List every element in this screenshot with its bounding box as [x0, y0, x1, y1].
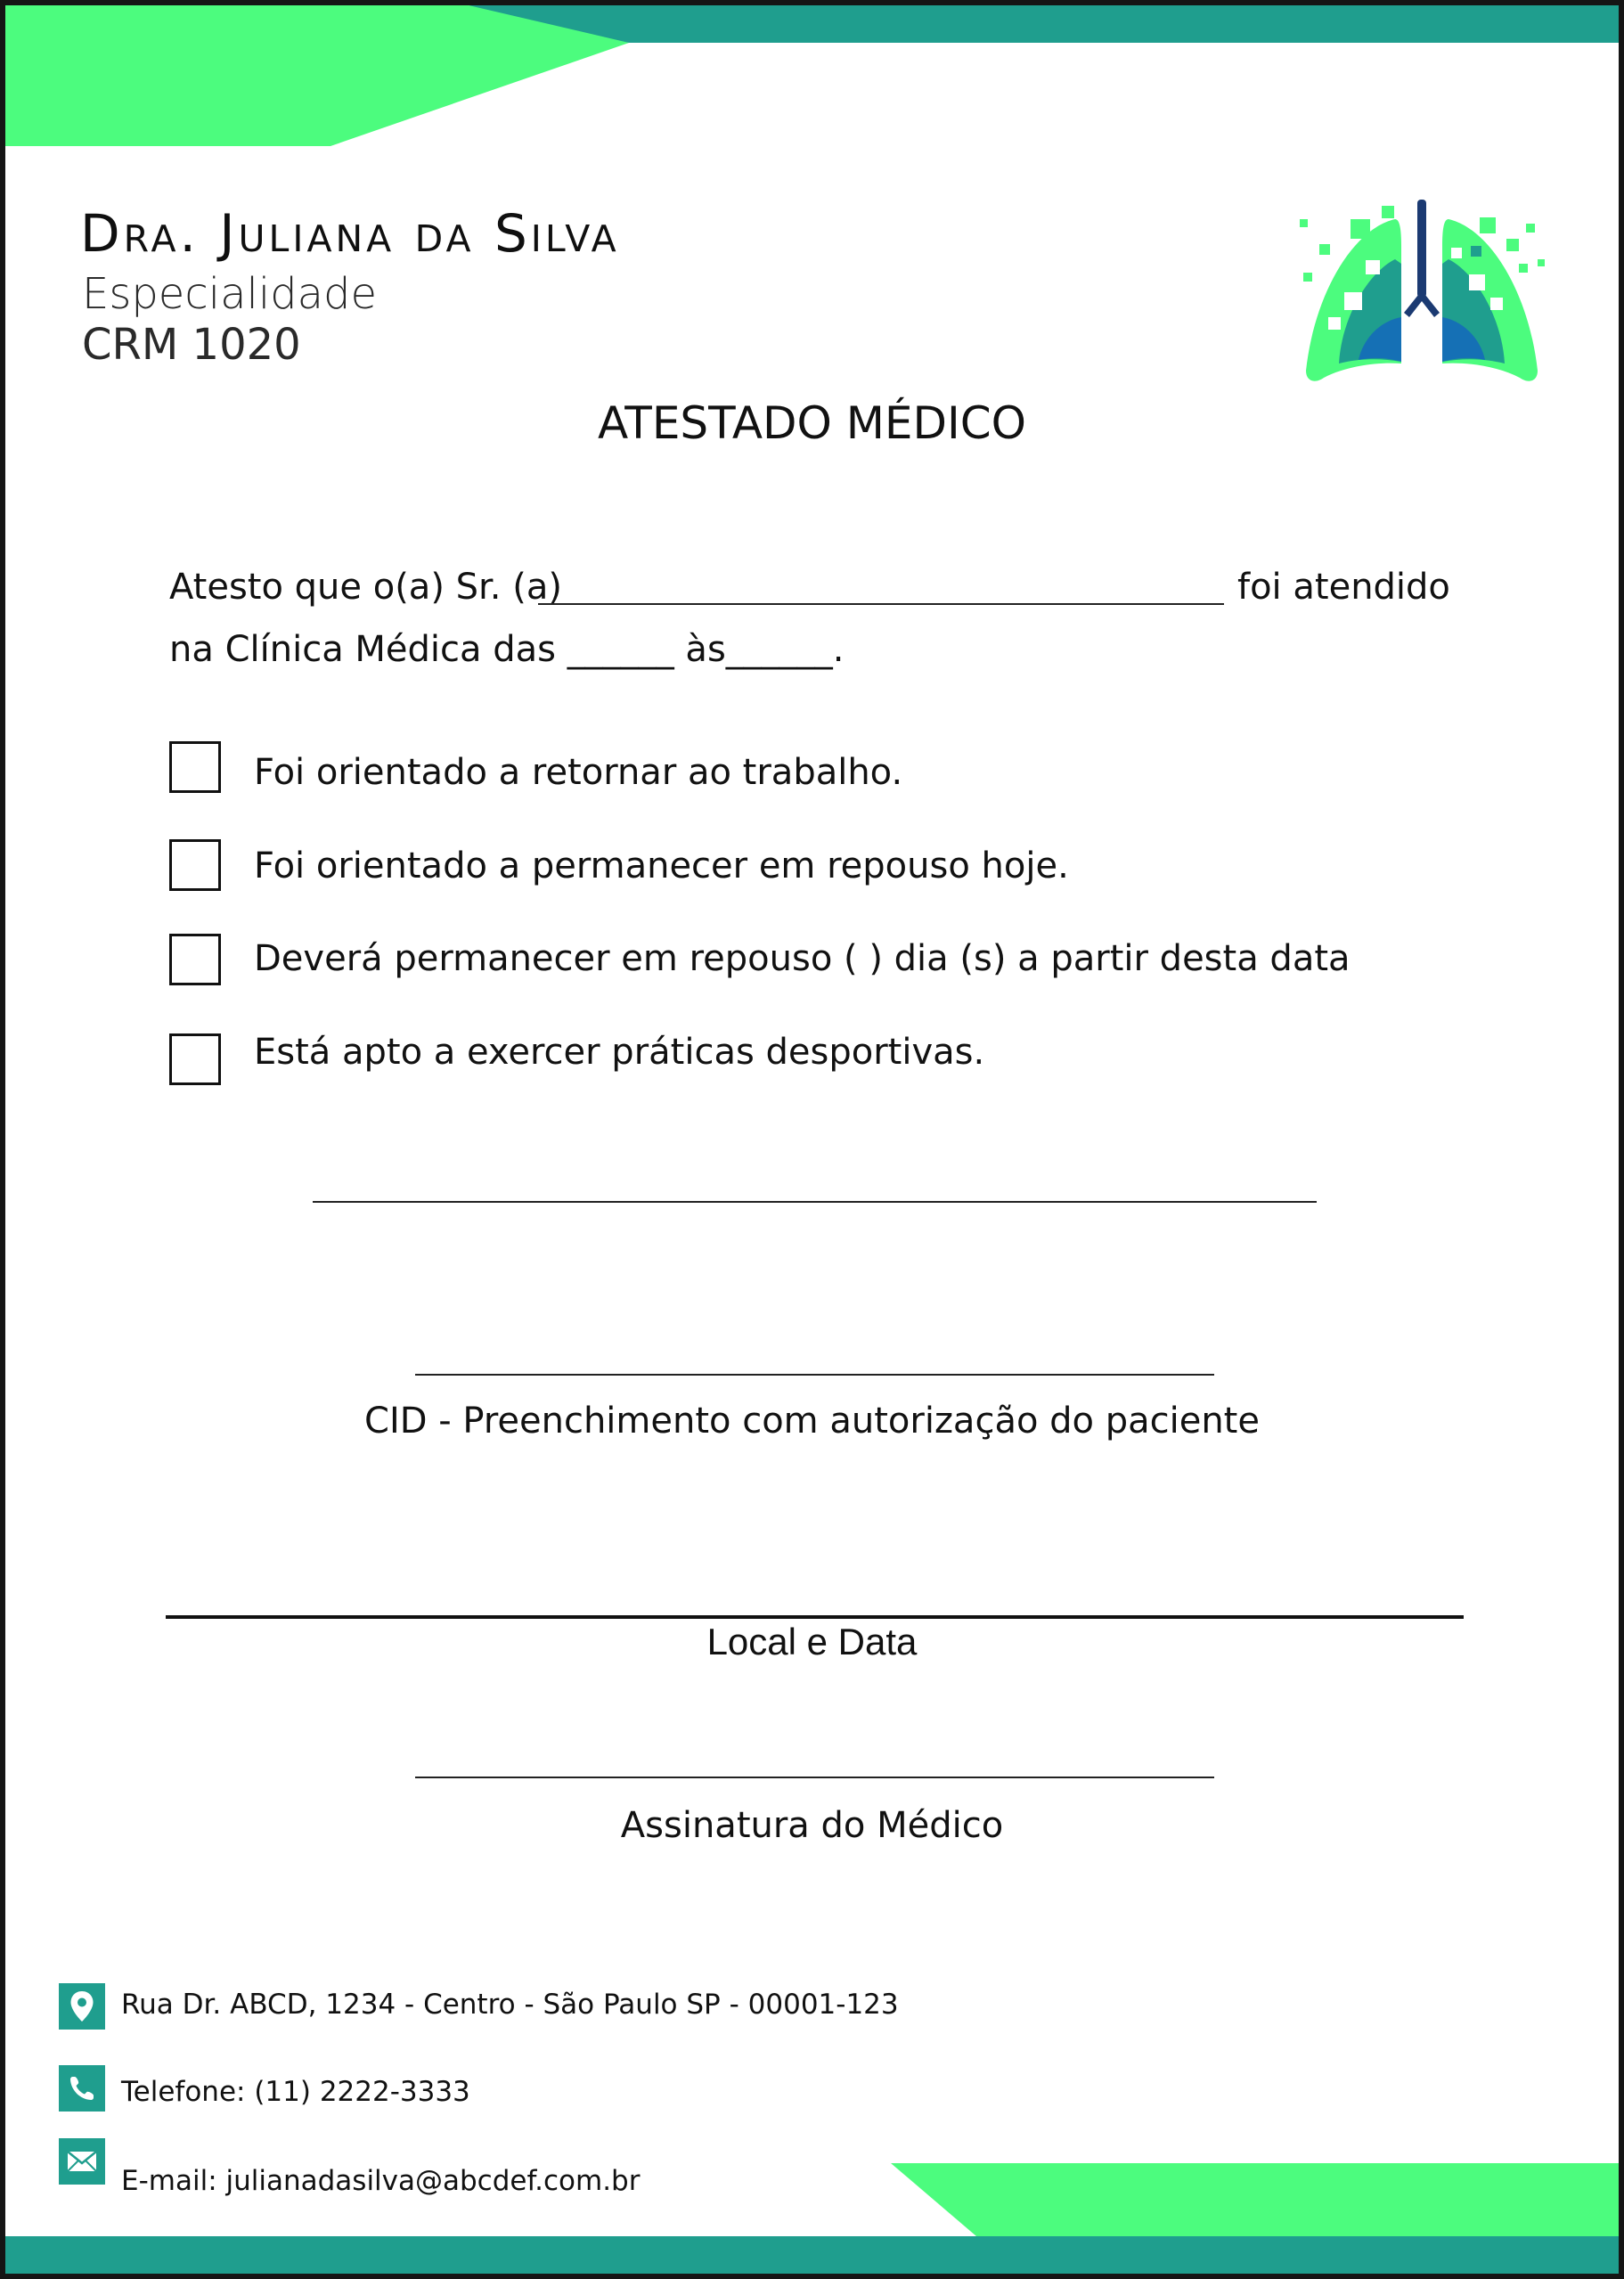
cid-blank[interactable]: [415, 1374, 1214, 1376]
top-teal-band: [469, 5, 1619, 43]
lungs-logo-icon: [1293, 192, 1551, 393]
statement-prefix: Atesto que o(a) Sr. (a): [169, 567, 562, 608]
statement-suffix: foi atendido: [1237, 567, 1450, 608]
local-date-blank[interactable]: [166, 1615, 1464, 1619]
option-label-sports-fit: Está apto a exercer práticas desportivas.: [254, 1032, 985, 1073]
document-title: ATESTADO MÉDICO: [597, 397, 1027, 449]
cid-caption: CID - Preenchimento com autorização do paciente: [364, 1401, 1260, 1442]
checkbox-sports-fit[interactable]: [169, 1033, 221, 1085]
free-text-blank[interactable]: [313, 1201, 1317, 1203]
statement-line-2: na Clínica Médica das ______ às______.: [169, 629, 845, 670]
bottom-green-shape: [891, 2163, 1619, 2236]
footer-email[interactable]: E-mail: julianadasilva@abcdef.com.br: [121, 2165, 641, 2197]
bottom-teal-band: [5, 2236, 1619, 2279]
option-label-return-to-work: Foi orientado a retornar ao trabalho.: [254, 752, 903, 793]
doctor-specialty: Especialidade: [82, 269, 378, 319]
local-date-caption: Local e Data: [706, 1621, 918, 1662]
bottom-decoration: [5, 2152, 1619, 2279]
signature-blank[interactable]: [415, 1777, 1214, 1778]
checkbox-rest-today[interactable]: [169, 839, 221, 891]
footer-phone: Telefone: (11) 2222-3333: [121, 2076, 470, 2108]
footer-address: Rua Dr. ABCD, 1234 - Centro - São Paulo SP - 00001-123: [121, 1989, 899, 2021]
phone-icon: [59, 2065, 105, 2112]
checkbox-return-to-work[interactable]: [169, 741, 221, 793]
top-decoration: [5, 5, 1619, 157]
doctor-crm: CRM 1020: [82, 320, 301, 370]
option-label-rest-days: Deverá permanecer em repouso ( ) dia (s) a partir desta data: [254, 938, 1351, 979]
option-label-rest-today: Foi orientado a permanecer em repouso hoje.: [254, 845, 1069, 886]
signature-caption: Assinatura do Médico: [620, 1805, 1004, 1846]
top-green-shape: [5, 5, 629, 146]
doctor-name: Dra. Juliana da Silva: [80, 203, 620, 264]
checkbox-rest-days[interactable]: [169, 934, 221, 985]
location-pin-icon: [59, 1983, 105, 2030]
patient-name-blank[interactable]: [538, 603, 1224, 605]
